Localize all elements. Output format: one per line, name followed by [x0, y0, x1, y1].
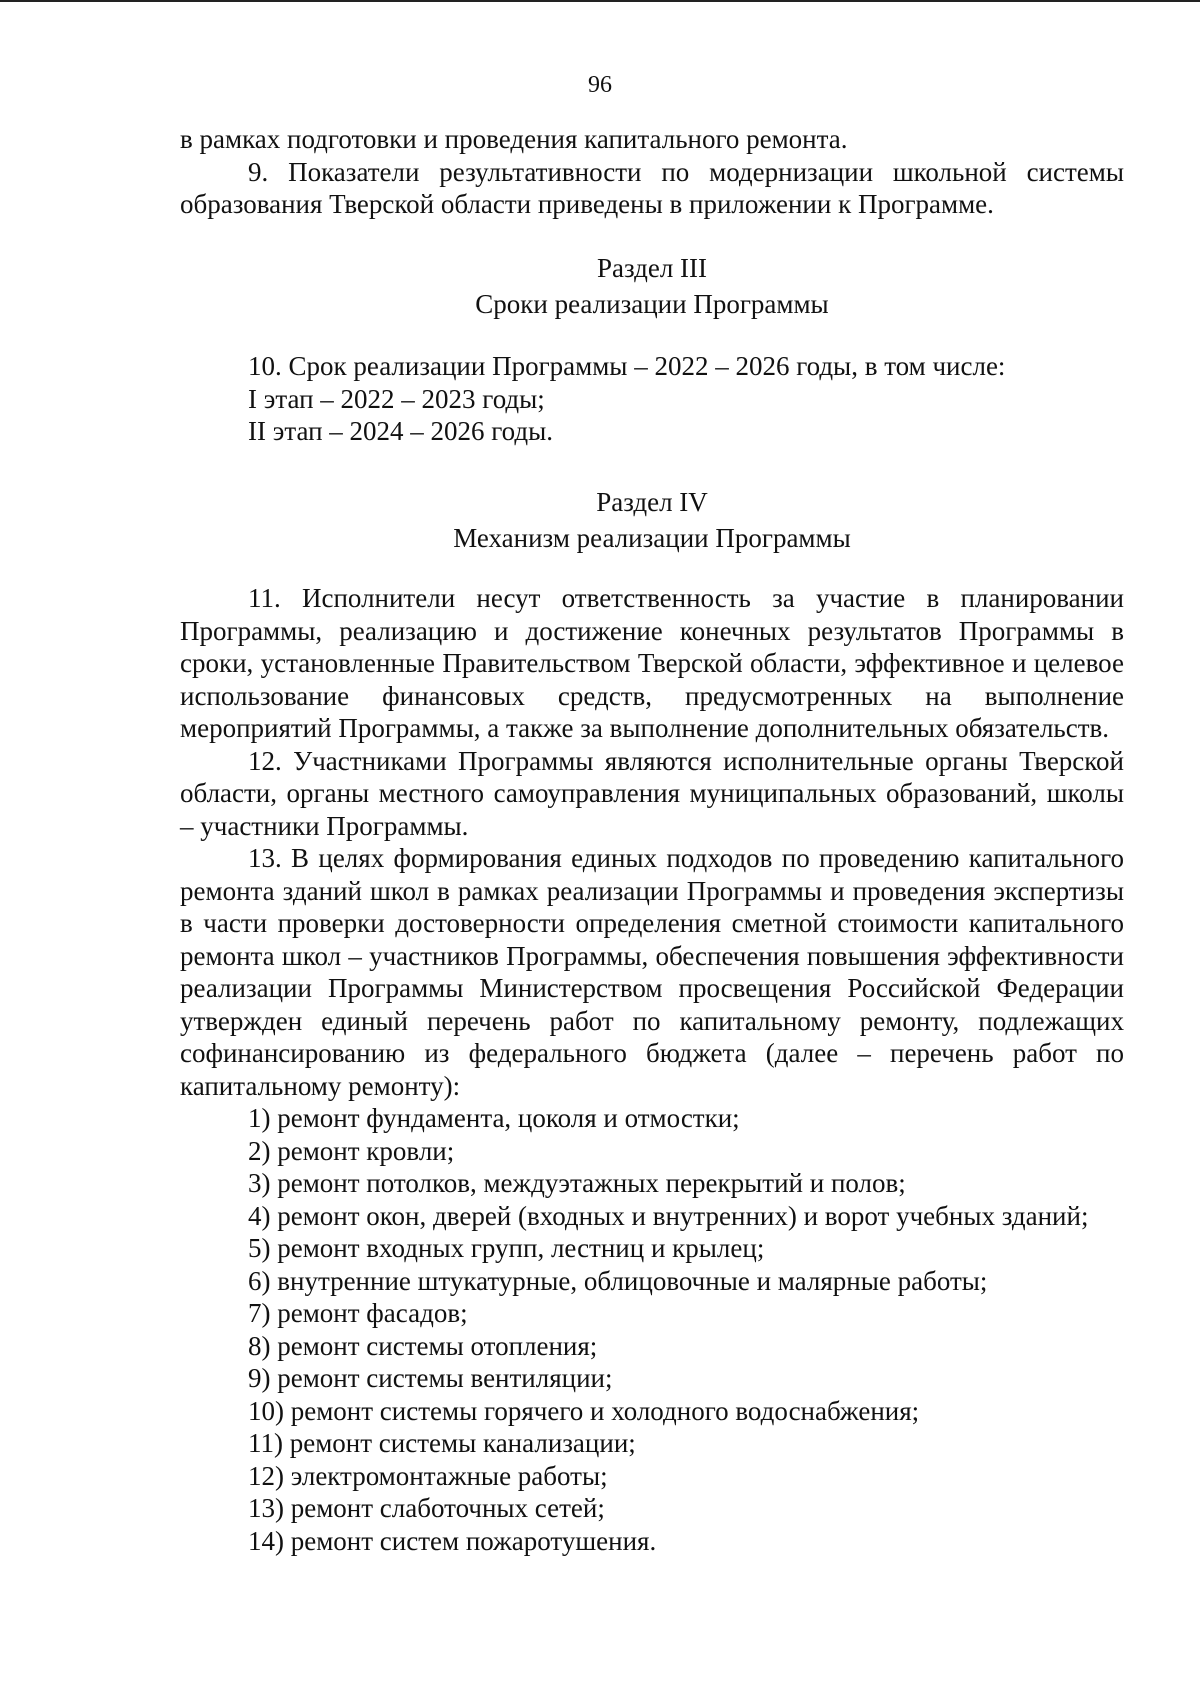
works-list-item: 4) ремонт окон, дверей (входных и внутренних) и ворот учебных зданий;: [248, 1200, 1089, 1231]
page-number: 96: [588, 72, 612, 98]
works-list-item: 14) ремонт систем пожаротушения.: [248, 1525, 657, 1556]
works-list-item: 9) ремонт системы вентиляции;: [248, 1363, 613, 1393]
continuation-line: в рамках подготовки и проведения капитального ремонта.: [180, 124, 848, 154]
paragraph-9: 9. Показатели результативности по модернизации школьной системы образования Тверской области приведены в приложении к Программе.: [180, 156, 1124, 219]
section-4-header: [180, 484, 1124, 556]
paragraph-10: 10. Срок реализации Программы – 2022 – 2026 годы, в том числе:: [248, 351, 1006, 381]
works-list-item: 3) ремонт потолков, междуэтажных перекрытий и полов;: [248, 1168, 906, 1198]
works-list-item: 6) внутренние штукатурные, облицовочные и малярные работы;: [248, 1265, 988, 1296]
stage-2: II этап – 2024 – 2026 годы.: [248, 416, 554, 446]
works-list: [180, 1102, 1124, 1557]
intro-block: [180, 123, 1124, 221]
section-3-body: [180, 350, 1124, 448]
works-list-item: 11) ремонт системы канализации;: [248, 1428, 636, 1458]
works-list-item: 5) ремонт входных групп, лестниц и крылец;: [248, 1233, 765, 1263]
section-3-title: Сроки реализации Программы: [475, 289, 829, 319]
paragraph-11: 11. Исполнители несут ответственность за участие в планировании Программы, реализацию и достижение конечных результатов Программы в сроки, установленные Правительством Тверской области, эффективное и целевое использование финансовых средств, предусмотренных на выполнение мероприятий Программы, а также за выполнение дополнительных обязательств.: [180, 583, 1124, 743]
paragraph-13: 13. В целях формирования единых подходов по проведению капитального ремонта зданий школ в рамках реализации Программы и проведения экспертизы в части проверки достоверности определения сметной стоимости капитального ремонта школ – участников Программы, обеспечения повышения эффективности реализации Программы Министерством просвещения Российской Федерации утвержден единый перечень работ по капитальному ремонту, подлежащих софинансированию из федерального бюджета (далее – перечень работ по капитальному ремонту):: [180, 843, 1124, 1101]
section-3-header: [180, 250, 1124, 322]
works-list-item: 2) ремонт кровли;: [248, 1135, 455, 1166]
stage-1: I этап – 2022 – 2023 годы;: [248, 383, 545, 414]
section-4-heading: Раздел IV: [596, 487, 708, 517]
works-list-item: 13) ремонт слаботочных сетей;: [248, 1493, 605, 1523]
works-list-item: 12) электромонтажные работы;: [248, 1460, 608, 1491]
works-list-item: 8) ремонт системы отопления;: [248, 1330, 598, 1361]
works-list-item: 1) ремонт фундамента, цоколя и отмостки;: [248, 1103, 740, 1133]
section-4-body: [180, 582, 1124, 1557]
page-top-edge: [0, 0, 1200, 2]
paragraph-12: 12. Участниками Программы являются исполнительные органы Тверской области, органы местного самоуправления муниципальных образований, школы – участники Программы.: [180, 745, 1124, 841]
works-list-item: 10) ремонт системы горячего и холодного водоснабжения;: [248, 1395, 920, 1426]
section-4-title: Механизм реализации Программы: [453, 523, 851, 553]
works-list-item: 7) ремонт фасадов;: [248, 1298, 468, 1328]
section-3-heading: Раздел III: [596, 253, 708, 283]
